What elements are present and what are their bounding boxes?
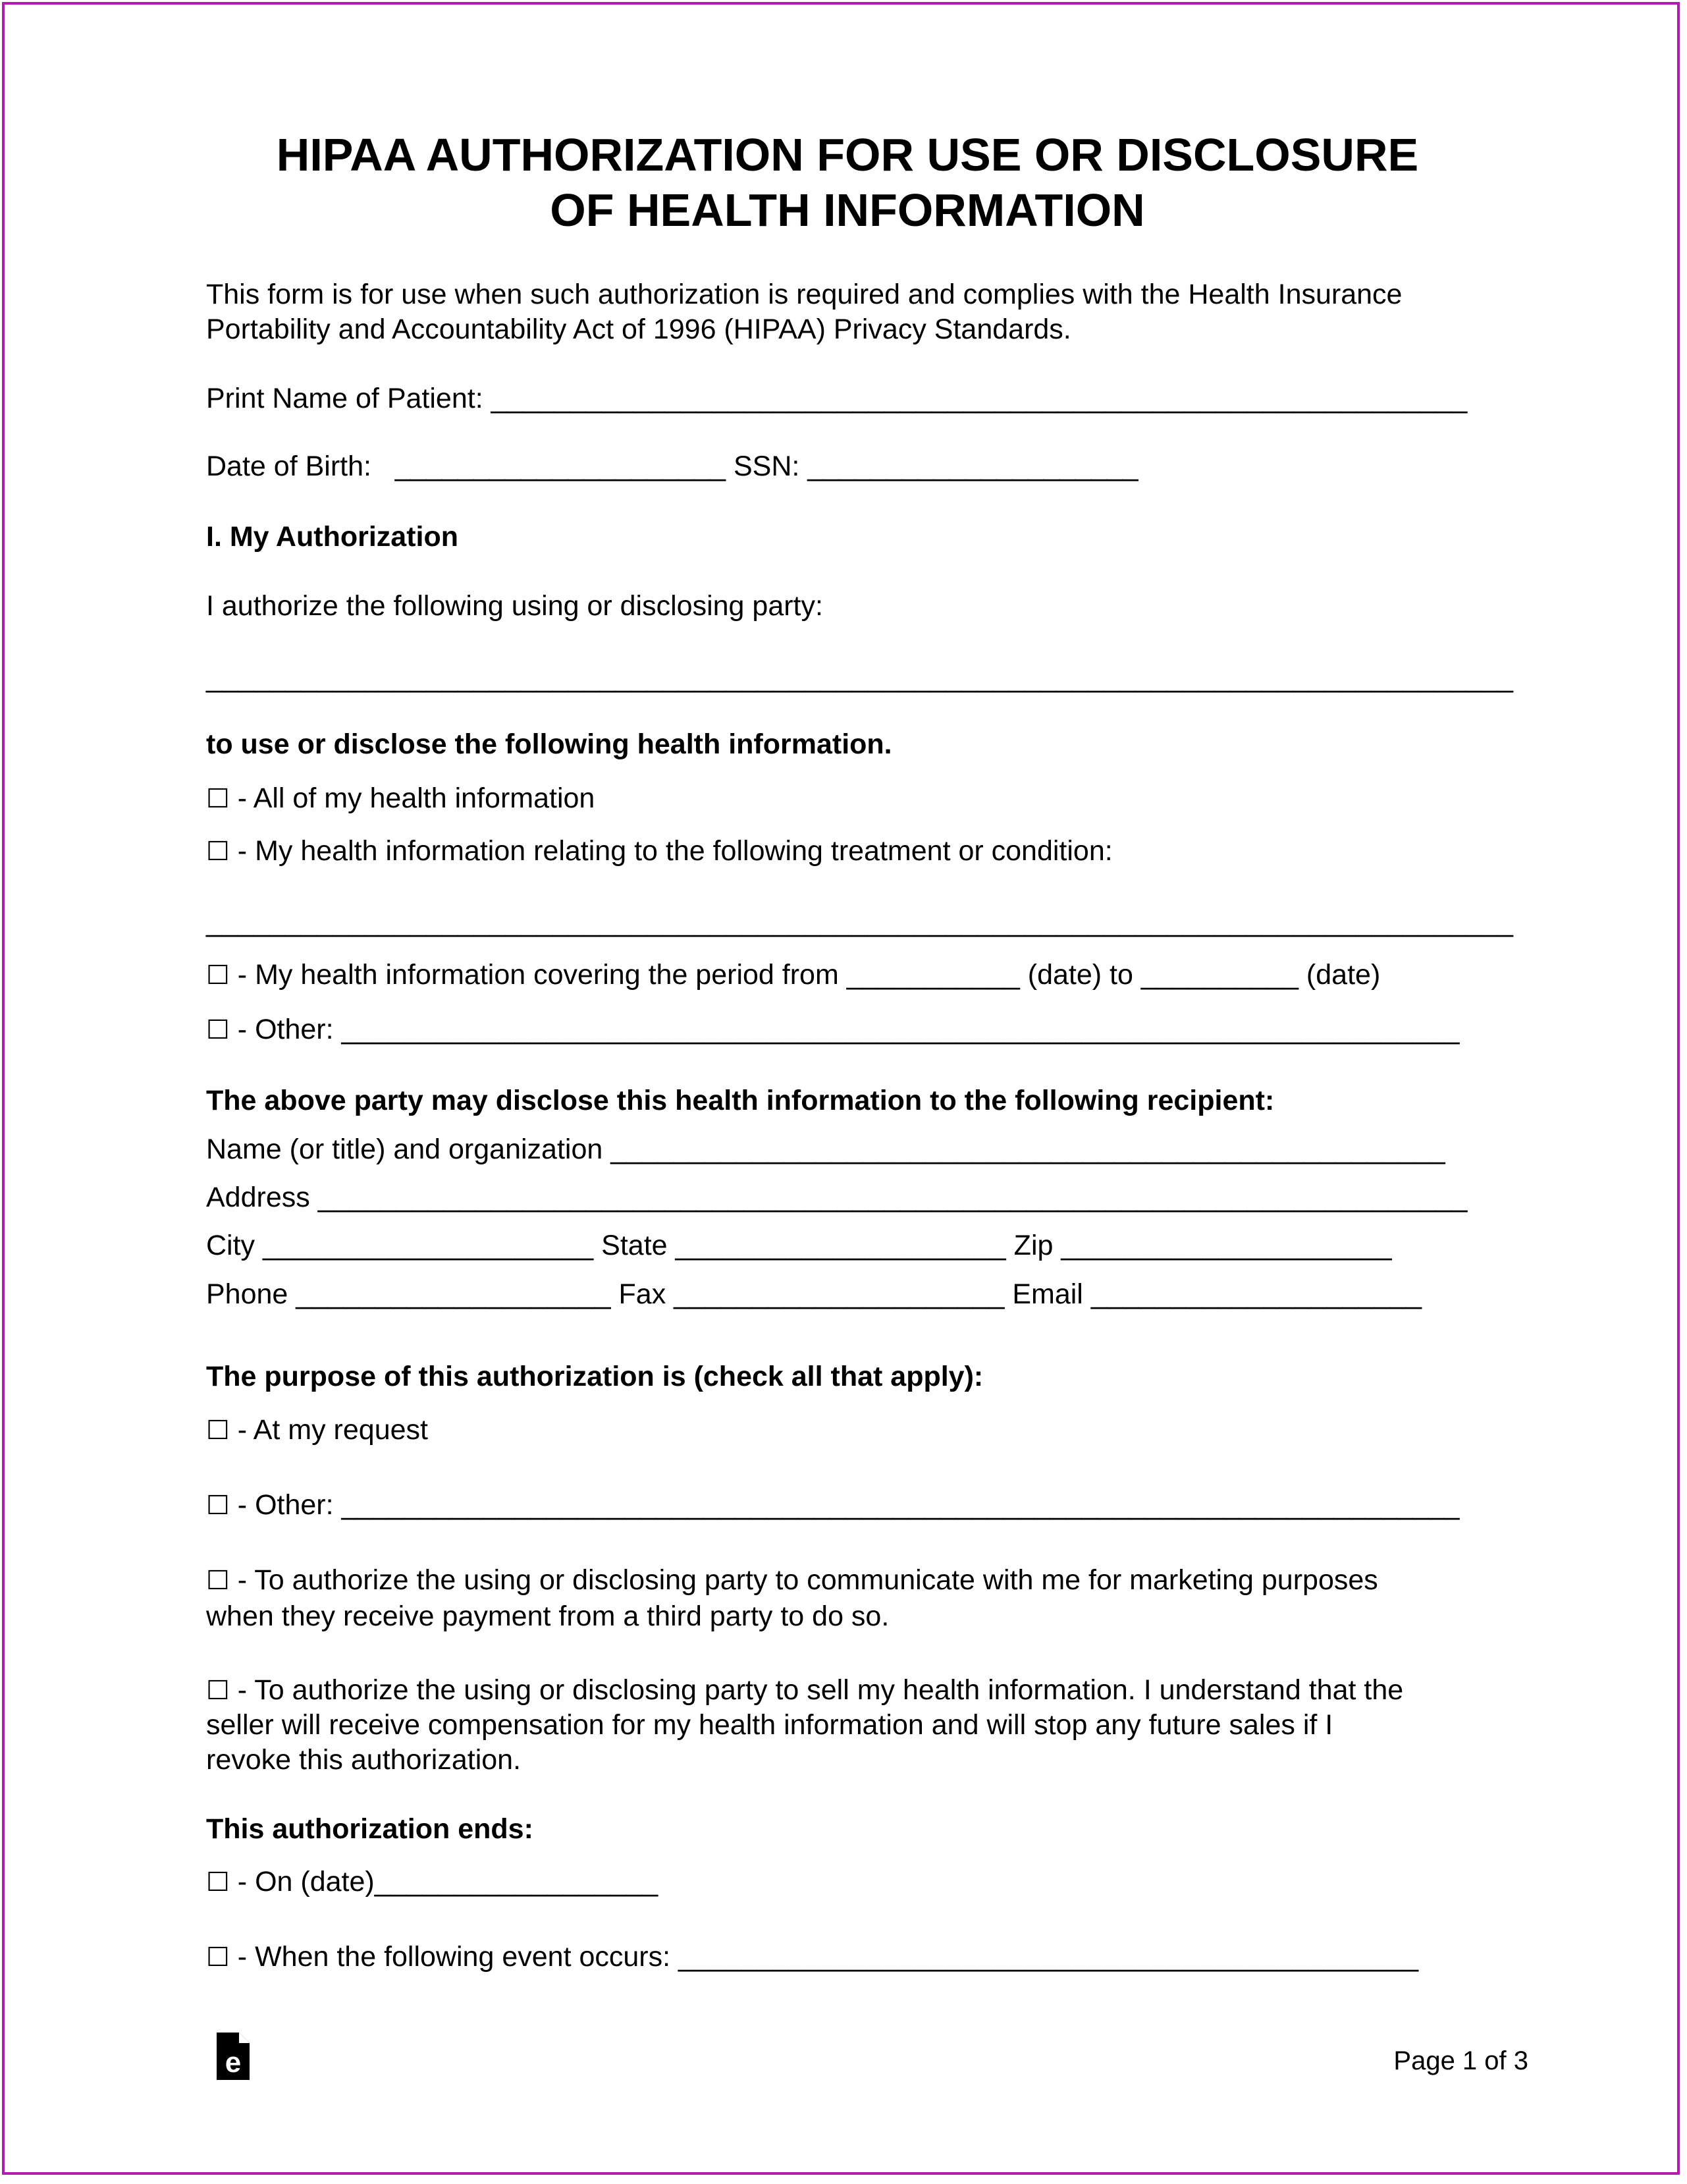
option-marketing-label-l1: - To authorize the using or disclosing party to communicate with me for marketing purposes: [229, 1564, 1378, 1596]
recipient-name-row: [206, 1132, 1445, 1167]
option-sell: [206, 1672, 1403, 1708]
email-label: Email: [1004, 1278, 1091, 1310]
city-label: City: [206, 1230, 263, 1261]
patient-name-label: Print Name of Patient:: [206, 383, 483, 414]
ssn-label: SSN:: [733, 450, 800, 482]
document-logo-icon: [214, 2030, 252, 2083]
end-event-field[interactable]: _______________________________________________: [678, 1941, 1418, 1973]
recipient-city-state-zip-row: [206, 1228, 1392, 1263]
option-period: [206, 957, 1380, 993]
phone-label: Phone: [206, 1278, 296, 1310]
checkbox-sell[interactable]: ☐: [206, 1676, 230, 1706]
recipient-address-label: Address: [206, 1182, 318, 1213]
document-page: [2, 2, 1680, 2175]
form-title-line1: HIPAA AUTHORIZATION FOR USE OR DISCLOSURE: [276, 129, 1419, 180]
option-other-info-label: - Other:: [229, 1014, 342, 1045]
checkbox-marketing[interactable]: ☐: [206, 1566, 230, 1596]
option-marketing-label-l2: when they receive payment from a third party to do so.: [206, 1600, 890, 1632]
option-sell-label-l1: - To authorize the using or disclosing party to sell my health information. I understand that the: [229, 1674, 1404, 1706]
option-all-label: - All of my health information: [229, 782, 595, 814]
city-field[interactable]: _____________________: [263, 1230, 594, 1261]
period-end-label: (date): [1298, 959, 1381, 991]
checkbox-at-my-request[interactable]: ☐: [206, 1415, 230, 1446]
section-heading-my-authorization: I. My Authorization: [206, 521, 458, 553]
recipient-heading: The above party may disclose this health information to the following recipient:: [206, 1085, 1275, 1116]
checkbox-purpose-other[interactable]: ☐: [206, 1490, 230, 1521]
checkbox-end-date[interactable]: ☐: [206, 1867, 230, 1897]
option-at-my-request-label: - At my request: [229, 1414, 428, 1446]
intro-line2: Portability and Accountability Act of 1996 (HIPAA) Privacy Standards.: [206, 314, 1071, 345]
disclosing-party-field[interactable]: ___________________________________________________________________________________: [206, 662, 1513, 694]
health-info-heading: to use or disclose the following health information.: [206, 728, 892, 760]
email-field[interactable]: _____________________: [1090, 1278, 1422, 1310]
option-end-date: [206, 1864, 658, 1900]
option-other-info: [206, 1012, 1459, 1048]
end-date-field[interactable]: __________________: [374, 1866, 658, 1897]
period-mid-label: (date) to: [1019, 959, 1141, 991]
dob-label: Date of Birth:: [206, 450, 371, 482]
option-marketing: [206, 1562, 1378, 1598]
intro-line1: This form is for use when such authorization is required and complies with the Health Insurance: [206, 279, 1403, 310]
recipient-address-row: [206, 1180, 1467, 1215]
checkbox-condition[interactable]: ☐: [206, 836, 230, 867]
zip-label: Zip: [1005, 1230, 1061, 1261]
recipient-name-label: Name (or title) and organization: [206, 1133, 611, 1165]
option-end-event-label: - When the following event occurs:: [229, 1941, 679, 1973]
checkbox-end-event[interactable]: ☐: [206, 1942, 230, 1973]
period-from-field[interactable]: ___________: [846, 959, 1020, 991]
state-field[interactable]: _____________________: [675, 1230, 1006, 1261]
option-all-health-info: [206, 780, 595, 817]
ssn-field[interactable]: _____________________: [807, 450, 1138, 482]
state-label: State: [593, 1230, 676, 1261]
purpose-heading: The purpose of this authorization is (check all that apply):: [206, 1361, 984, 1392]
ends-heading: This authorization ends:: [206, 1813, 533, 1845]
page-number: Page 1 of 3: [1393, 2046, 1528, 2075]
other-info-field[interactable]: _______________________________________________________________________: [341, 1014, 1460, 1045]
fax-field[interactable]: _____________________: [674, 1278, 1005, 1310]
patient-name-field[interactable]: ______________________________________________________________: [491, 383, 1468, 414]
patient-name-row: [206, 381, 1467, 416]
option-end-event: [206, 1939, 1418, 1975]
condition-field[interactable]: ___________________________________________________________________________________: [206, 906, 1513, 938]
checkbox-all-health-info[interactable]: ☐: [206, 784, 230, 814]
dob-field[interactable]: _____________________: [394, 450, 726, 482]
phone-field[interactable]: ____________________: [296, 1278, 611, 1310]
recipient-contact-row: [206, 1276, 1422, 1312]
option-condition-label: - My health information relating to the following treatment or condition:: [229, 835, 1113, 867]
dob-ssn-row: [206, 449, 1138, 484]
option-period-label: - My health information covering the period from: [229, 959, 847, 991]
authorize-party-text: I authorize the following using or disclosing party:: [206, 590, 823, 622]
option-sell-label-l3: revoke this authorization.: [206, 1744, 522, 1776]
form-title-line2: OF HEALTH INFORMATION: [550, 184, 1145, 236]
option-purpose-other: [206, 1487, 1459, 1523]
svg-text:e: e: [225, 2046, 242, 2079]
option-end-date-label: - On (date): [229, 1866, 375, 1897]
option-sell-label-l2: seller will receive compensation for my health information and will stop any future sales if I: [206, 1709, 1333, 1741]
option-condition: [206, 833, 1113, 869]
fax-label: Fax: [610, 1278, 674, 1310]
purpose-other-field[interactable]: _______________________________________________________________________: [341, 1489, 1460, 1521]
period-to-field[interactable]: __________: [1140, 959, 1299, 991]
checkbox-period[interactable]: ☐: [206, 960, 230, 991]
recipient-address-field[interactable]: _________________________________________________________________________: [317, 1182, 1468, 1213]
recipient-name-field[interactable]: _____________________________________________________: [610, 1133, 1445, 1165]
option-purpose-other-label: - Other:: [229, 1489, 342, 1521]
zip-field[interactable]: _____________________: [1061, 1230, 1392, 1261]
checkbox-other-info[interactable]: ☐: [206, 1015, 230, 1045]
option-at-my-request: [206, 1412, 428, 1448]
